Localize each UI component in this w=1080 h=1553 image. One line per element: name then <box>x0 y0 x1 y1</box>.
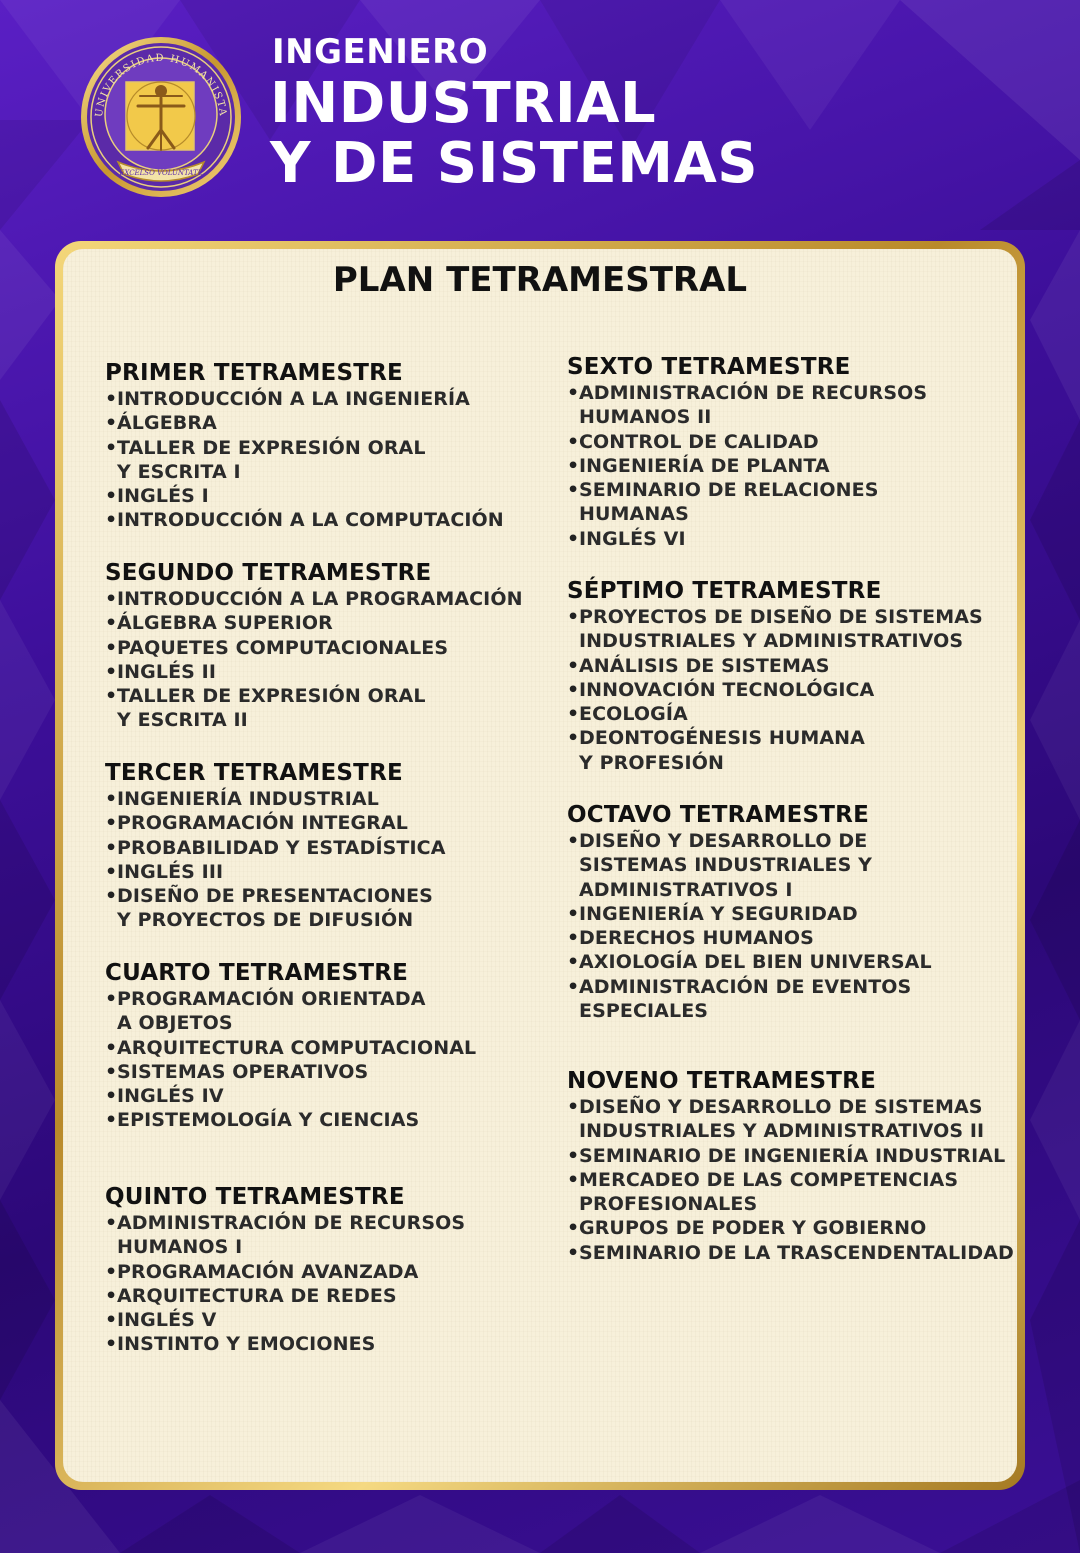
subject-name: DISEÑO Y DESARROLLO DE SISTEMAS INDUSTRIALES Y ADMINISTRATIVOS II <box>579 1096 985 1143</box>
subject-name: INTRODUCCIÓN A LA COMPUTACIÓN <box>117 509 504 532</box>
subject-name: PROBABILIDAD Y ESTADÍSTICA <box>117 836 446 859</box>
subject-item <box>567 1216 1037 1240</box>
bullet-icon: • <box>105 812 118 835</box>
subject-item <box>567 950 1037 974</box>
bullet-icon: • <box>567 727 580 750</box>
bullet-icon: • <box>567 479 580 502</box>
term-heading: PRIMER TETRAMESTRE <box>105 360 403 386</box>
term-heading: OCTAVO TETRAMESTRE <box>567 802 870 828</box>
subject-name: DERECHOS HUMANOS <box>579 927 814 950</box>
subject-item <box>567 430 1037 454</box>
term-heading: TERCER TETRAMESTRE <box>105 760 403 786</box>
term-heading: NOVENO TETRAMESTRE <box>567 1068 876 1094</box>
university-seal-logo <box>78 34 244 200</box>
subject-item <box>105 508 575 532</box>
subject-item <box>105 387 575 411</box>
bullet-icon: • <box>567 606 580 628</box>
subject-item <box>105 684 575 733</box>
subject-item <box>105 611 575 635</box>
subject-name: CONTROL DE CALIDAD <box>579 430 819 453</box>
subject-name: INGLÉS IV <box>117 1085 224 1108</box>
term-heading: SÉPTIMO TETRAMESTRE <box>567 578 882 604</box>
bullet-icon: • <box>567 703 580 726</box>
subject-name: INGLÉS VI <box>579 527 686 550</box>
bullet-icon: • <box>567 678 580 701</box>
subject-list <box>105 387 575 533</box>
subject-name: DISEÑO DE PRESENTACIONES Y PROYECTOS DE DIFUSIÓN <box>117 885 433 932</box>
subject-name: PROGRAMACIÓN ORIENTADA A OBJETOS <box>117 988 426 1035</box>
term-section <box>567 1067 1037 1265</box>
bullet-icon: • <box>105 988 118 1010</box>
bullet-icon: • <box>105 836 118 859</box>
subject-item <box>105 660 575 684</box>
subject-name: GRUPOS DE PODER Y GOBIERNO <box>579 1217 927 1240</box>
subject-name: INNOVACIÓN TECNOLÓGICA <box>579 678 875 701</box>
subject-name: ECOLOGÍA <box>579 703 688 726</box>
term-section <box>105 359 575 533</box>
bullet-icon: • <box>105 660 118 683</box>
subject-name: INGLÉS III <box>117 860 224 883</box>
bullet-icon: • <box>567 1168 580 1191</box>
bullet-icon: • <box>105 1212 118 1234</box>
subject-item <box>567 1168 1037 1217</box>
term-section <box>105 959 575 1133</box>
bullet-icon: • <box>105 588 118 610</box>
term-section <box>105 559 575 733</box>
bullet-icon: • <box>105 1085 118 1108</box>
subject-name: SEMINARIO DE INGENIERÍA INDUSTRIAL <box>579 1144 1006 1167</box>
subject-name: ADMINISTRACIÓN DE RECURSOS HUMANOS I <box>117 1212 466 1259</box>
subject-list <box>105 587 575 733</box>
term-heading: SEXTO TETRAMESTRE <box>567 354 851 380</box>
subject-name: INTRODUCCIÓN A LA PROGRAMACIÓN <box>117 588 523 610</box>
subject-item <box>567 381 1037 430</box>
subject-item <box>105 1284 575 1308</box>
subject-item <box>567 454 1037 478</box>
subject-list <box>567 605 1037 775</box>
bullet-icon: • <box>105 1060 118 1083</box>
subject-name: AXIOLOGÍA DEL BIEN UNIVERSAL <box>579 951 932 974</box>
subject-item <box>105 1211 575 1260</box>
bullet-icon: • <box>567 830 580 852</box>
subject-item <box>567 902 1037 926</box>
subject-name: PAQUETES COMPUTACIONALES <box>117 636 449 659</box>
term-heading: QUINTO TETRAMESTRE <box>105 1184 405 1210</box>
subject-item <box>105 811 575 835</box>
subject-name: INGENIERÍA Y SEGURIDAD <box>579 902 858 925</box>
bullet-icon: • <box>567 527 580 550</box>
bullet-icon: • <box>105 1284 118 1307</box>
svg-text:UNIVERSIDAD HUMANISTA: UNIVERSIDAD HUMANISTA <box>93 52 229 118</box>
subject-list <box>567 1095 1037 1265</box>
subject-name: ÁLGEBRA <box>117 412 217 435</box>
term-section <box>567 353 1037 551</box>
subject-name: DEONTOGÉNESIS HUMANA Y PROFESIÓN <box>579 727 865 774</box>
subject-item <box>567 1144 1037 1168</box>
bullet-icon: • <box>105 1036 118 1059</box>
subject-item <box>105 1060 575 1084</box>
subject-name: ADMINISTRACIÓN DE RECURSOS HUMANOS II <box>579 382 928 429</box>
bullet-icon: • <box>105 612 118 635</box>
bullet-icon: • <box>105 788 118 810</box>
term-section <box>567 577 1037 775</box>
subject-name: INTRODUCCIÓN A LA INGENIERÍA <box>117 388 470 410</box>
subject-list <box>567 381 1037 551</box>
subject-name: TALLER DE EXPRESIÓN ORAL Y ESCRITA I <box>117 436 426 483</box>
term-heading: SEGUNDO TETRAMESTRE <box>105 560 432 586</box>
subject-name: SEMINARIO DE RELACIONES HUMANAS <box>579 479 879 526</box>
bullet-icon: • <box>105 485 118 508</box>
subject-list <box>105 987 575 1133</box>
bullet-icon: • <box>105 388 118 410</box>
svg-text:EXCELSO VOLUNTATE: EXCELSO VOLUNTATE <box>119 169 203 177</box>
subject-name: MERCADEO DE LAS COMPETENCIAS PROFESIONALES <box>579 1168 959 1216</box>
title-line-1: INGENIERO <box>272 32 489 72</box>
bullet-icon: • <box>105 1260 118 1283</box>
subject-item <box>567 726 1037 775</box>
plan-title: PLAN TETRAMESTRAL <box>332 260 748 300</box>
subject-item <box>567 829 1037 902</box>
title-line-3: Y DE SISTEMAS <box>270 131 759 196</box>
subject-name: INGENIERÍA DE PLANTA <box>579 454 830 477</box>
subject-item <box>105 884 575 933</box>
bullet-icon: • <box>567 1241 580 1264</box>
subject-list <box>105 1211 575 1357</box>
bullet-icon: • <box>567 454 580 477</box>
subject-name: ARQUITECTURA DE REDES <box>117 1284 397 1307</box>
subject-item <box>105 787 575 811</box>
term-section <box>105 759 575 933</box>
subject-name: PROYECTOS DE DISEÑO DE SISTEMAS INDUSTRIALES Y ADMINISTRATIVOS <box>579 606 983 653</box>
bullet-icon: • <box>567 1144 580 1167</box>
subject-item <box>105 411 575 435</box>
subject-item <box>567 702 1037 726</box>
subject-item <box>105 1308 575 1332</box>
bullet-icon: • <box>105 636 118 659</box>
bullet-icon: • <box>567 654 580 677</box>
subject-name: PROGRAMACIÓN AVANZADA <box>117 1260 419 1283</box>
subject-item <box>105 484 575 508</box>
bullet-icon: • <box>567 382 580 404</box>
subject-item <box>105 860 575 884</box>
subject-item <box>567 605 1037 654</box>
subject-name: ADMINISTRACIÓN DE EVENTOS ESPECIALES <box>579 975 912 1023</box>
bullet-icon: • <box>105 885 118 908</box>
subject-name: TALLER DE EXPRESIÓN ORAL Y ESCRITA II <box>117 685 426 732</box>
bullet-icon: • <box>105 1333 118 1356</box>
term-heading: CUARTO TETRAMESTRE <box>105 960 409 986</box>
subject-name: INSTINTO Y EMOCIONES <box>117 1333 376 1356</box>
bullet-icon: • <box>105 1109 118 1132</box>
subject-item <box>567 678 1037 702</box>
subject-item <box>105 1036 575 1060</box>
bullet-icon: • <box>105 412 118 435</box>
subject-name: INGENIERÍA INDUSTRIAL <box>117 788 379 810</box>
subject-item <box>105 836 575 860</box>
subject-item <box>105 987 575 1036</box>
subject-item <box>567 1241 1037 1265</box>
bullet-icon: • <box>567 927 580 950</box>
subject-item <box>105 1332 575 1356</box>
term-section <box>567 801 1037 1023</box>
subject-item <box>567 527 1037 551</box>
bullet-icon: • <box>567 430 580 453</box>
subject-name: INGLÉS V <box>117 1309 217 1332</box>
subject-name: ÁLGEBRA SUPERIOR <box>117 612 333 635</box>
subject-item <box>105 587 575 611</box>
bullet-icon: • <box>567 975 580 998</box>
bullet-icon: • <box>567 1096 580 1118</box>
subject-item <box>567 926 1037 950</box>
header <box>0 0 1080 230</box>
bullet-icon: • <box>105 436 118 459</box>
subject-name: ARQUITECTURA COMPUTACIONAL <box>117 1036 477 1059</box>
subject-item <box>105 1108 575 1132</box>
title-line-2: INDUSTRIAL <box>270 71 657 136</box>
subject-name: SISTEMAS OPERATIVOS <box>117 1060 369 1083</box>
subject-item <box>105 1084 575 1108</box>
subject-item <box>567 975 1037 1024</box>
subject-name: INGLÉS I <box>117 485 209 508</box>
subject-item <box>567 1095 1037 1144</box>
subject-list <box>567 829 1037 1023</box>
subject-name: DISEÑO Y DESARROLLO DE SISTEMAS INDUSTRIALES Y ADMINISTRATIVOS I <box>579 830 872 901</box>
bullet-icon: • <box>567 1217 580 1240</box>
bullet-icon: • <box>567 951 580 974</box>
subject-name: INGLÉS II <box>117 660 216 683</box>
bullet-icon: • <box>567 902 580 925</box>
subject-item <box>567 478 1037 527</box>
subject-name: PROGRAMACIÓN INTEGRAL <box>117 812 408 835</box>
term-section <box>105 1183 575 1357</box>
subject-item <box>105 636 575 660</box>
subject-item <box>105 1260 575 1284</box>
subject-list <box>105 787 575 933</box>
subject-item <box>105 436 575 485</box>
bullet-icon: • <box>105 509 118 532</box>
subject-name: SEMINARIO DE LA TRASCENDENTALIDAD <box>579 1241 1014 1264</box>
subject-name: EPISTEMOLOGÍA Y CIENCIAS <box>117 1109 420 1132</box>
subject-item <box>567 654 1037 678</box>
bullet-icon: • <box>105 685 118 708</box>
bullet-icon: • <box>105 860 118 883</box>
subject-name: ANÁLISIS DE SISTEMAS <box>579 654 830 677</box>
bullet-icon: • <box>105 1309 118 1332</box>
